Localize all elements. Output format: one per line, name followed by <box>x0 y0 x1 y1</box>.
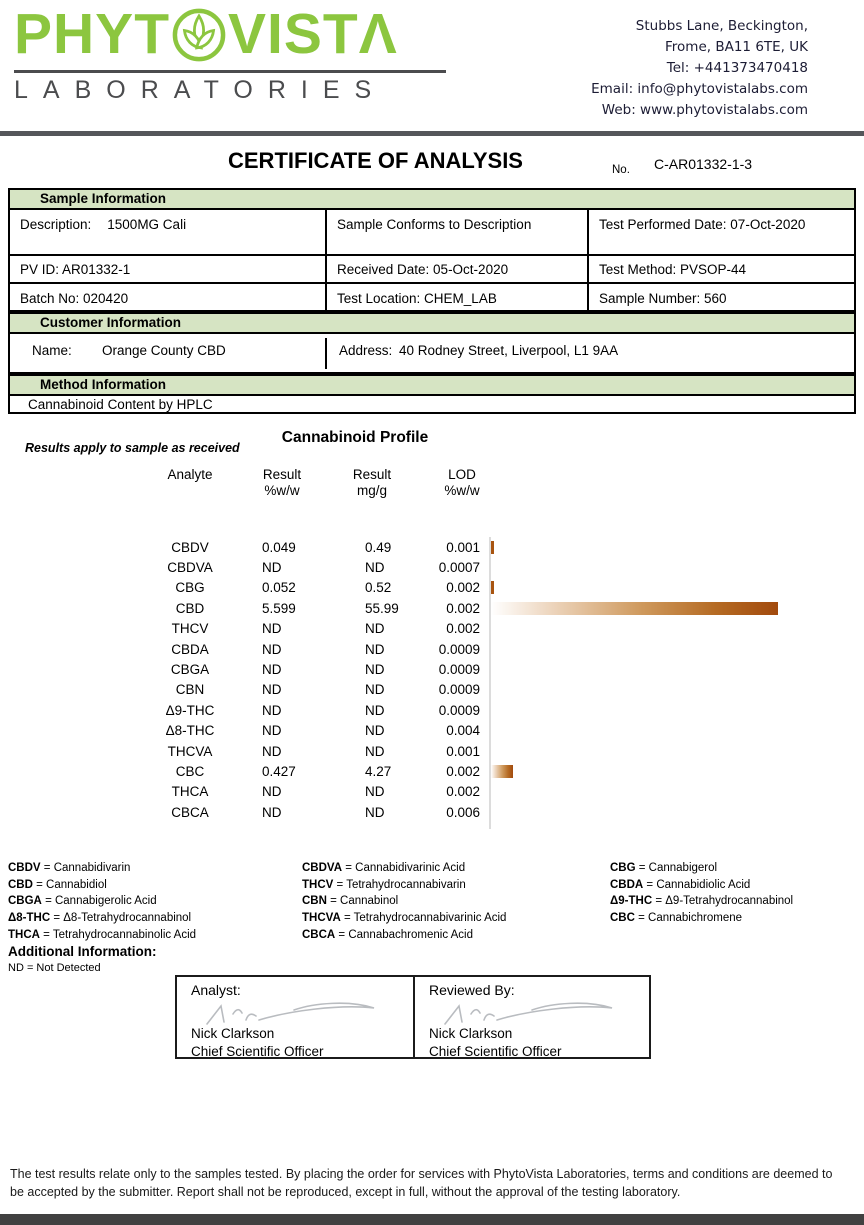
customer-row <box>10 334 854 375</box>
cannabinoid-row <box>130 659 852 679</box>
cannabinoid-result_pct: 0.427 <box>262 763 296 779</box>
cannabinoid-profile-title: Cannabinoid Profile <box>281 429 429 446</box>
reviewer-column <box>413 977 649 1059</box>
result-bar-area <box>482 557 852 577</box>
cannabinoid-row <box>130 680 852 700</box>
cannabinoid-lod: 0.0009 <box>438 641 480 657</box>
abbreviation-item: CBDA = Cannabidiolic Acid <box>610 878 751 891</box>
cannabinoid-row <box>130 537 852 557</box>
conforms-cell: Sample Conforms to Description <box>327 210 589 256</box>
analyst-job-title: Chief Scientific Officer <box>191 1044 324 1059</box>
cannabinoid-result_mgg: ND <box>365 621 385 637</box>
cannabinoid-table-rows <box>130 537 852 822</box>
additional-information <box>8 944 156 974</box>
cannabinoid-analyte: CBN <box>175 682 205 698</box>
cannabinoid-lod: 0.002 <box>446 600 480 616</box>
result-bar-area <box>482 619 852 639</box>
certificate-number: C-AR01332-1-3 <box>654 156 753 172</box>
abbreviation-item: CBGA = Cannabigerolic Acid <box>8 895 157 908</box>
signature-box <box>175 975 651 1059</box>
analyst-column <box>177 977 413 1059</box>
cannabinoid-lod: 0.002 <box>446 621 480 637</box>
customer-name-value: Orange County CBD <box>102 343 226 358</box>
cannabinoid-analyte: CBDA <box>171 641 209 657</box>
result-bar-area <box>482 639 852 659</box>
cannabinoid-analyte: Δ9-THC <box>165 702 215 718</box>
cannabinoid-analyte: CBD <box>175 600 205 616</box>
customer-column-divider <box>325 338 327 369</box>
cannabinoid-result_mgg: 4.27 <box>365 763 392 779</box>
cannabinoid-result_pct: ND <box>262 723 282 739</box>
lab-contact-block <box>591 16 808 121</box>
cannabinoid-result_pct: ND <box>262 702 282 718</box>
sample-number-cell: Sample Number: 560 <box>599 290 727 306</box>
cannabinoid-lod: 0.001 <box>446 743 480 759</box>
cannabinoid-lod: 0.0009 <box>438 702 480 718</box>
cannabinoid-result_mgg: 0.52 <box>365 580 392 596</box>
cannabinoid-lod: 0.002 <box>446 784 480 800</box>
logo-text-pre: PHYT <box>14 2 171 66</box>
cannabinoid-lod: 0.006 <box>446 804 480 820</box>
test-location-cell: Test Location: CHEM_LAB <box>327 284 589 312</box>
logo-subtitle: LABORATORIES <box>14 70 446 105</box>
result-bar <box>491 765 513 778</box>
logo-text-post: VIST <box>228 2 359 66</box>
customer-information-header: Customer Information <box>10 314 854 334</box>
cannabinoid-row <box>130 802 852 822</box>
reviewer-job-title: Chief Scientific Officer <box>429 1044 562 1059</box>
legend-column-3 <box>610 860 856 943</box>
cannabinoid-lod: 0.002 <box>446 580 480 596</box>
leaf-in-circle-icon <box>171 7 227 63</box>
cannabinoid-lod: 0.0009 <box>438 682 480 698</box>
cannabinoid-result_mgg: ND <box>365 743 385 759</box>
column-header-analyte: Analyte <box>167 467 213 482</box>
cannabinoid-result_pct: ND <box>262 662 282 678</box>
cannabinoid-row <box>130 619 852 639</box>
web-line: Web: www.phytovistalabs.com <box>601 101 808 118</box>
disclaimer-text: The test results relate only to the samples tested. By placing the order for services with PhytoVista Laboratories, terms and conditions are deemed to be accepted by the submitter. Report shall not be reproduced, except in full, without the approval of the testing laboratory. <box>10 1167 833 1199</box>
cannabinoid-analyte: Δ8-THC <box>165 723 215 739</box>
cannabinoid-row <box>130 761 852 781</box>
abbreviation-item: CBG = Cannabigerol <box>610 862 718 874</box>
cannabinoid-analyte: CBGA <box>170 662 210 678</box>
result-bar-area <box>482 761 852 781</box>
pv-id-cell: PV ID: AR01332-1 <box>10 256 327 284</box>
result-bar <box>491 602 778 615</box>
cannabinoid-analyte: THCA <box>171 784 209 800</box>
analyst-label: Analyst: <box>191 982 241 998</box>
result-bar <box>491 541 494 554</box>
cannabinoid-row <box>130 782 852 802</box>
column-header-result-mgg: Result mg/g <box>352 467 392 498</box>
abbreviation-item: Δ9-THC = Δ9-Tetrahydrocannabinol <box>610 895 794 908</box>
abbreviation-item: CBDV = Cannabidivarin <box>8 862 131 874</box>
customer-address-label: Address: <box>339 343 393 358</box>
cannabinoid-result_pct: ND <box>262 682 282 698</box>
reviewed-by-label: Reviewed By: <box>429 982 515 998</box>
cannabinoid-result_pct: ND <box>262 804 282 820</box>
address-line-1: Stubbs Lane, Beckington, <box>635 18 808 34</box>
analyst-signature <box>199 998 389 1028</box>
cannabinoid-analyte: THCV <box>171 621 209 637</box>
cannabinoid-row <box>130 700 852 720</box>
cannabinoid-row <box>130 557 852 577</box>
cannabinoid-analyte: CBG <box>175 580 205 596</box>
header-divider <box>0 131 864 136</box>
cannabinoid-result_mgg: ND <box>365 784 385 800</box>
cannabinoid-analyte: CBDV <box>171 539 209 555</box>
abbreviation-item: THCA = Tetrahydrocannabinolic Acid <box>8 928 197 941</box>
sample-information-grid <box>10 210 854 312</box>
column-header-lod: LOD %w/w <box>444 467 480 498</box>
customer-information-table <box>8 312 856 374</box>
cannabinoid-lod: 0.0007 <box>438 560 480 576</box>
logo-wordmark <box>14 2 446 66</box>
legend-column-2 <box>302 860 610 943</box>
certificate-title: CERTIFICATE OF ANALYSIS <box>228 148 523 173</box>
analyst-name: Nick Clarkson <box>191 1026 275 1041</box>
description-cell <box>10 210 327 256</box>
phytovista-logo <box>14 2 446 105</box>
cannabinoid-row <box>130 598 852 618</box>
cannabinoid-result_pct: ND <box>262 743 282 759</box>
cannabinoid-lod: 0.001 <box>446 539 480 555</box>
nd-definition: ND = Not Detected <box>8 962 101 974</box>
results-note: Results apply to sample as received <box>25 441 240 455</box>
batch-no-cell: Batch No: 020420 <box>10 284 327 312</box>
result-bar-area <box>482 700 852 720</box>
cannabinoid-result_pct: 0.049 <box>262 539 296 555</box>
cannabinoid-analyte: CBDVA <box>167 560 213 576</box>
result-bar-area <box>482 578 852 598</box>
address-line-2: Frome, BA11 6TE, UK <box>665 38 808 55</box>
legend-column-1 <box>8 860 302 943</box>
test-performed-date-cell: Test Performed Date: 07-Oct-2020 <box>589 210 854 256</box>
result-bar-area <box>482 741 852 761</box>
abbreviation-item: THCVA = Tetrahydrocannabivarinic Acid <box>302 912 507 925</box>
cannabinoid-result_pct: 0.052 <box>262 580 296 596</box>
result-bar-area <box>482 537 852 557</box>
reviewer-name: Nick Clarkson <box>429 1026 513 1041</box>
cannabinoid-row <box>130 639 852 659</box>
phone-line: Tel: +441373470418 <box>666 59 808 76</box>
cannabinoid-analyte: CBC <box>175 763 205 779</box>
cannabinoid-result_pct: ND <box>262 621 282 637</box>
result-bar <box>491 581 494 594</box>
cannabinoid-lod: 0.002 <box>446 763 480 779</box>
test-method-cell: Test Method: PVSOP-44 <box>589 256 854 284</box>
cannabinoid-result_mgg: ND <box>365 560 385 576</box>
logo-text-last: Λ <box>358 2 398 66</box>
result-bar-area <box>482 659 852 679</box>
cannabinoid-result_pct: ND <box>262 560 282 576</box>
cannabinoid-result_mgg: ND <box>365 804 385 820</box>
method-value: Cannabinoid Content by HPLC <box>28 397 213 412</box>
email-line: Email: info@phytovistalabs.com <box>591 80 808 97</box>
cannabinoid-result_mgg: ND <box>365 702 385 718</box>
result-bar-area <box>482 802 852 822</box>
method-information-header: Method Information <box>10 376 854 396</box>
abbreviation-item: CBN = Cannabinol <box>302 895 399 908</box>
abbreviations-legend <box>8 860 856 943</box>
abbreviation-item: CBD = Cannabidiol <box>8 878 107 891</box>
reviewer-signature <box>437 998 627 1028</box>
cannabinoid-analyte: THCVA <box>167 743 213 759</box>
cannabinoid-result_mgg: ND <box>365 682 385 698</box>
result-bar-area <box>482 598 852 618</box>
abbreviation-item: CBDVA = Cannabidivarinic Acid <box>302 862 466 874</box>
certificate-no-label: No. <box>612 164 630 176</box>
cannabinoid-lod: 0.0009 <box>438 662 480 678</box>
cannabinoid-result_mgg: 0.49 <box>365 539 392 555</box>
additional-information-title: Additional Information: <box>8 944 157 959</box>
abbreviation-item: THCV = Tetrahydrocannabivarin <box>302 878 466 891</box>
customer-address-value: 40 Rodney Street, Liverpool, L1 9AA <box>399 343 619 358</box>
cannabinoid-result_mgg: ND <box>365 641 385 657</box>
column-header-result-pct: Result %w/w <box>262 467 302 498</box>
cannabinoid-row <box>130 578 852 598</box>
result-bar-area <box>482 782 852 802</box>
description-label: Description: <box>20 217 92 232</box>
cannabinoid-row <box>130 741 852 761</box>
method-information-table <box>8 374 856 414</box>
cannabinoid-result_mgg: 55.99 <box>365 600 399 616</box>
customer-name-label: Name: <box>32 343 72 358</box>
cannabinoid-result_pct: 5.599 <box>262 600 296 616</box>
cannabinoid-profile-section <box>0 425 864 853</box>
cannabinoid-result_pct: ND <box>262 784 282 800</box>
cannabinoid-analyte: CBCA <box>171 804 209 820</box>
cannabinoid-lod: 0.004 <box>446 723 480 739</box>
cannabinoid-result_mgg: ND <box>365 662 385 678</box>
result-bar-area <box>482 721 852 741</box>
bottom-edge-bar <box>0 1214 864 1225</box>
cannabinoid-result_pct: ND <box>262 641 282 657</box>
cannabinoid-result_mgg: ND <box>365 723 385 739</box>
description-value: 1500MG Cali <box>107 217 187 232</box>
abbreviation-item: Δ8-THC = Δ8-Tetrahydrocannabinol <box>8 912 192 925</box>
received-date-cell: Received Date: 05-Oct-2020 <box>327 256 589 284</box>
sample-information-table <box>8 188 856 312</box>
abbreviation-item: CBCA = Cannabachromenic Acid <box>302 928 473 941</box>
sample-information-header: Sample Information <box>10 190 854 210</box>
cannabinoid-row <box>130 721 852 741</box>
abbreviation-item: CBC = Cannabichromene <box>610 912 743 925</box>
result-bar-area <box>482 680 852 700</box>
